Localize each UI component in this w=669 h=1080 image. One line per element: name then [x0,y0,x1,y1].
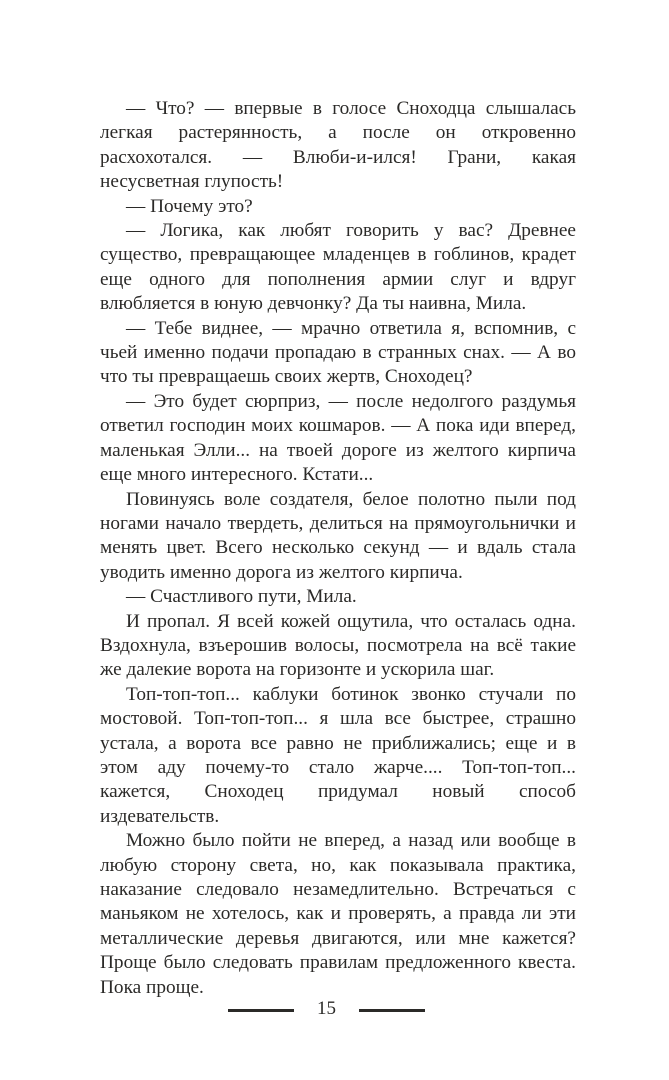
paragraph-3: — Логика, как любят говорить у вас? Древнее существо, превращающее младенцев в гоблинов, крадет еще одного для пополнения армии слуг и вдруг влюбляется в юную девчонку? Да ты наивна, Мила. [100,220,576,315]
paragraph-9: Топ-топ-топ... каблуки ботинок звонко стучали по мостовой. Топ-топ-топ... я шла все быстрее, страшно устала, а ворота все равно не приближались; еще и в этом аду почему-то стало жарче.... Топ-топ-топ... кажется, Сноходец придумал новый способ издевательств. [100,683,576,827]
paragraph-7: — Счастливого пути, Мила. [126,586,357,608]
paragraph-6: Повинуясь воле создателя, белое полотно пыли под ногами начало твердеть, делиться на прямоугольнички и менять цвет. Всего несколько секунд — и вдаль стала уводить именно дорога из желтого кирпича. [100,488,576,583]
footer-rule-left [228,1009,294,1012]
paragraph-10: Можно было пойти не вперед, а назад или вообще в любую сторону света, но, как показывала практика, наказание следовало незамедлительно. Встречаться с маньяком не хотелось, как и проверять, а правда ли эти металлические деревья двигаются, или мне кажется? Проще было следовать правилам предложенного квеста. Пока проще. [100,830,576,998]
paragraph-2: — Почему это? [126,195,253,217]
paragraph-5: — Это будет сюрприз, — после недолгого раздумья ответил господин моих кошмаров. — А пока иди вперед, маленькая Элли... на твоей дороге из желтого кирпича еще много интересного. Кстати... [100,390,576,486]
body-text [100,97,576,1000]
paragraph-4: — Тебе виднее, — мрачно ответила я, вспомнив, с чьей именно подачи пропадаю в странных снах. — А во что ты превращаешь своих жертв, Сноходец? [100,317,576,388]
footer-rule-right [359,1009,425,1012]
paragraph-8: И пропал. Я всей кожей ощутила, что осталась одна. Вздохнула, взъерошив волосы, посмотрела на всё такие же далекие ворота на горизонте и ускорила шаг. [100,610,576,681]
page-footer [0,994,669,1024]
paragraph-1: — Что? — впервые в голосе Сноходца слышалась легкая растерянность, а после он откровенно расхохотался. — Влюби-и-ился! Грани, какая несусветная глупость! [100,98,576,193]
page-number: 15 [317,998,336,1019]
